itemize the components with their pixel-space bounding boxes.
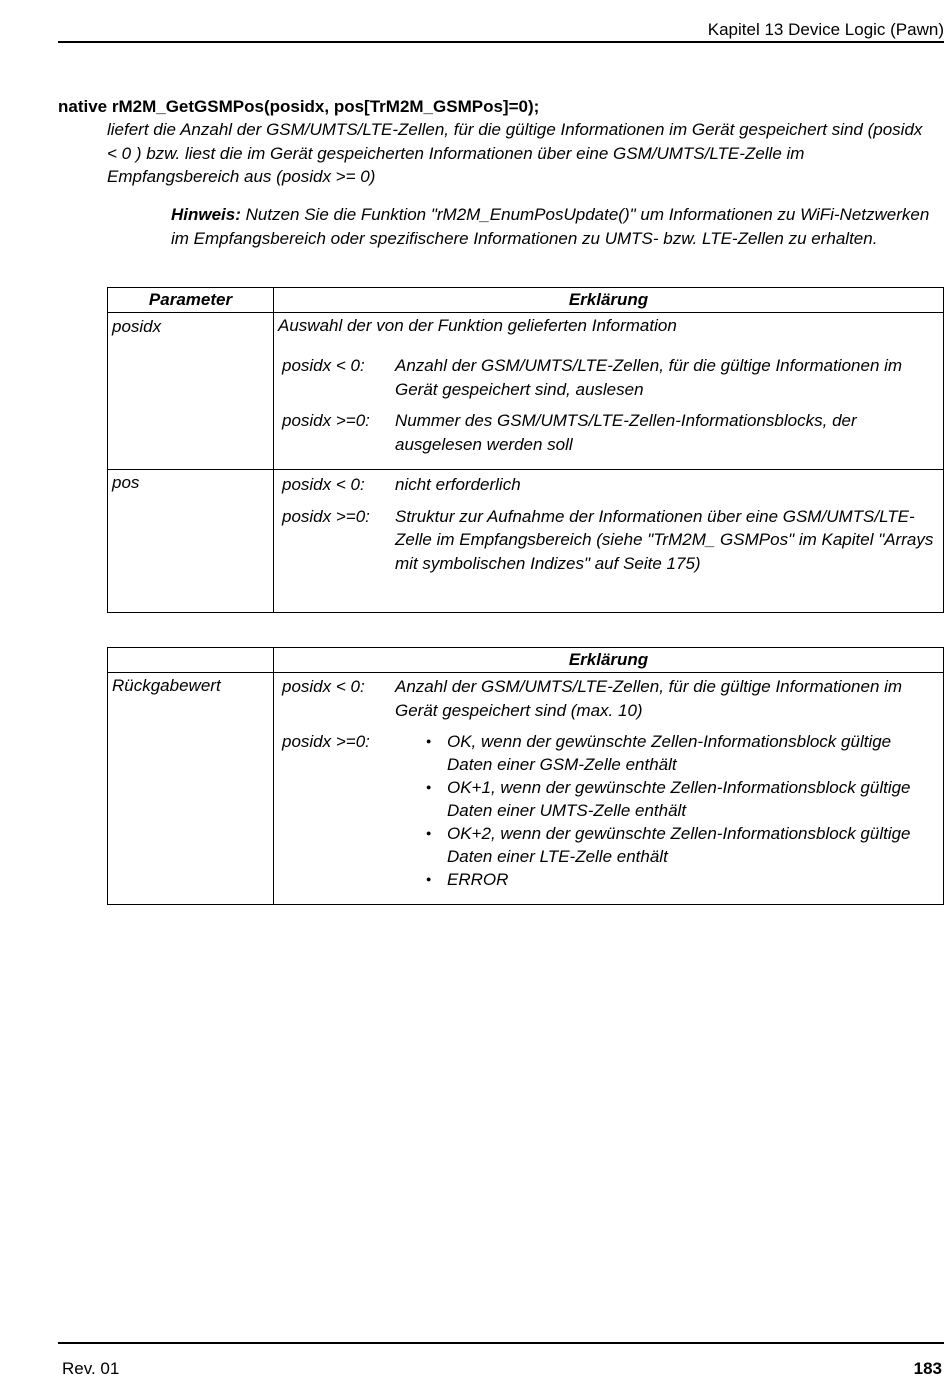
option-key: posidx < 0: — [282, 356, 365, 375]
header-divider — [58, 41, 944, 43]
return-value-table — [107, 647, 944, 905]
option-key: posidx < 0: — [282, 677, 365, 696]
list-item: ● OK+2, wenn der gewünschte Zellen-Informationsblock gültige Daten einer LTE-Zelle enthält — [447, 822, 935, 868]
posidx-option — [282, 354, 943, 401]
page-number: 183 — [913, 1359, 942, 1378]
option-key: posidx >=0: — [282, 506, 370, 526]
table-row — [108, 673, 944, 905]
hint-text: Nutzen Sie die Funktion "rM2M_EnumPosUpdate()" um Informationen zu WiFi-Netzwerken im Empfangsbereich oder spezifischere Informationen zu UMTS- bzw. LTE-Zellen zu erhalten. — [171, 205, 930, 248]
return-empty-header — [108, 648, 274, 673]
return-value-label: Rückgabewert — [112, 676, 221, 695]
list-item: ● OK+1, wenn der gewünschte Zellen-Informationsblock gültige Daten einer UMTS-Zelle enthält — [447, 776, 935, 822]
hint-label: Hinweis: — [171, 205, 241, 224]
table-row — [108, 470, 944, 613]
option-key: posidx >=0: — [282, 411, 370, 430]
footer-divider — [58, 1342, 944, 1344]
param-column-header: Parameter — [108, 288, 274, 313]
list-item: ● OK, wenn der gewünschte Zellen-Informationsblock gültige Daten einer GSM-Zelle enthält — [447, 730, 935, 776]
posidx-intro: Auswahl der von der Funktion gelieferten Information — [278, 316, 677, 335]
posidx-option — [282, 409, 943, 456]
pos-option — [282, 473, 943, 497]
option-value: Anzahl der GSM/UMTS/LTE-Zellen, für die gültige Informationen im Gerät gespeichert sind, auslesen — [395, 356, 903, 399]
return-bullet-list — [395, 730, 935, 891]
list-item: ● ERROR — [447, 868, 935, 891]
option-value: Struktur zur Aufnahme der Informationen über eine GSM/UMTS/LTE-Zelle im Empfangsbereich (siehe "TrM2M_ GSMPos" im Kapitel "Arrays mit symbolischen Indizes" auf Seite 175) — [395, 506, 934, 573]
param-name-posidx: posidx — [112, 317, 162, 336]
table-row — [108, 313, 944, 470]
option-key: posidx < 0: — [282, 475, 365, 494]
function-description: liefert die Anzahl der GSM/UMTS/LTE-Zellen, für die gültige Informationen im Gerät gespeichert sind (posidx < 0 ) bzw. liest die im Gerät gespeicherten Informationen über eine GSM/UMTS/LTE-Zelle im Empfangsbereich aus (posidx >= 0) — [107, 120, 923, 186]
pos-option — [282, 505, 943, 576]
hint-note — [171, 203, 946, 250]
revision-label: Rev. 01 — [62, 1359, 120, 1378]
option-value: nicht erforderlich — [395, 475, 521, 494]
chapter-header: Kapitel 13 Device Logic (Pawn) — [707, 20, 944, 39]
return-explanation-header: Erklärung — [274, 648, 944, 673]
option-value: Anzahl der GSM/UMTS/LTE-Zellen, für die gültige Informationen im Gerät gespeichert sind (max. 10) — [395, 677, 903, 720]
function-signature: native rM2M_GetGSMPos(posidx, pos[TrM2M_GSMPos]=0); — [58, 97, 540, 116]
explanation-column-header: Erklärung — [274, 288, 944, 313]
param-name-pos: pos — [112, 473, 140, 492]
option-key: posidx >=0: — [282, 732, 370, 751]
return-option — [282, 675, 943, 722]
option-value: Nummer des GSM/UMTS/LTE-Zellen-Informationsblocks, der ausgelesen werden soll — [395, 411, 857, 454]
return-option — [282, 730, 943, 891]
parameter-table — [107, 287, 944, 613]
